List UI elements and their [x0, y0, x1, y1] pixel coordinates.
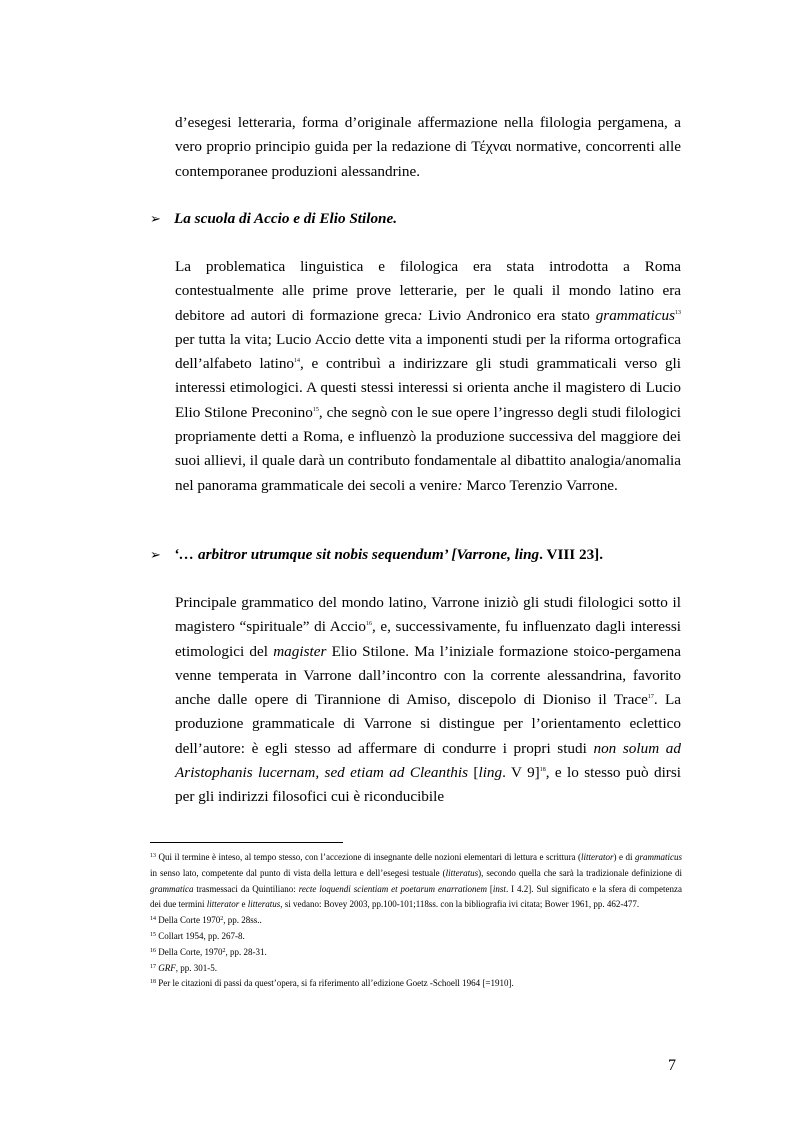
footnote-text: e [239, 899, 248, 910]
section-heading-text: La scuola di Accio e di Elio Stilone. [174, 210, 398, 227]
body-text-italic: non solum ad Aristophanis lucernam, sed etiam ad Cleanthis [175, 739, 681, 782]
footnote-text-italic: litteratus [247, 899, 281, 910]
footnote-text: , si vedano: Bovey 2003, pp.100-101;118ss. con la bibliografia ivi citata; Bower 1961, pp. 462-477. [280, 899, 640, 910]
footnote-text: trasmessaci da Quintiliano: [193, 883, 299, 894]
body-text: , che segnò con le sue opere l’ingresso degli studi filologici propriamente detti a Roma, e influenzò la produzione successiva del maggiore dei suoi allievi, il quale darà un contributo fondamentale al dibattito analogia/anomalia nel panorama grammaticale dei secoli a venire [175, 403, 681, 494]
arrow-bullet-icon: ➢ [150, 547, 161, 562]
body-text: , e, successivamente, fu influenzato dagli interessi etimologici del [175, 618, 681, 660]
footnote-text: Della Corte, 1970 [156, 946, 223, 957]
footnote-number: 17 [150, 963, 156, 970]
footnote-16 [150, 945, 682, 961]
footnote-17 [150, 961, 682, 977]
footnote-text: Della Corte 1970 [156, 915, 221, 926]
section-varrone-paragraph [175, 591, 681, 810]
section-accio-paragraph [175, 255, 681, 498]
greek-term: Τέχναι [471, 138, 512, 156]
body-text: Elio Stilone. Ma l’iniziale formazione stoico-pergamena venne temperata in Varrone dall’incontro con la corrente alessandrina, favorito anche dalle opere di Tirannione di Amiso, discepolo di Dioniso il Trace [175, 642, 682, 709]
footnote-text: ), secondo quella che sarà la tradizionale definizione di [478, 867, 682, 878]
body-text: . V 9] [502, 764, 540, 782]
body-text-italic: grammaticus [595, 306, 676, 324]
body-text-italic: magister [273, 642, 327, 660]
footnote-14 [150, 913, 682, 929]
footnote-text-italic: grammaticus [635, 852, 682, 862]
footnote-text-italic: GRF [158, 962, 176, 973]
body-text-italic: : [417, 306, 423, 324]
footnote-separator [150, 842, 343, 843]
edition-superscript: 2 [220, 916, 224, 923]
footnote-text-italic: litteratus [445, 867, 479, 878]
body-text: , e contribuì a indirizzare gli studi grammaticali verso gli interessi etimologici. A questi stessi interessi si orienta anche il magistero di Lucio Elio Stilone Preconino [175, 355, 682, 421]
footnote-text: . I 4.2]. Sul significato e la sfera di competenza dei due termini [150, 883, 682, 910]
body-text: Marco Terenzio Varrone. [462, 476, 618, 494]
footnote-ref-16[interactable]: 16 [365, 621, 372, 628]
footnote-text: in senso lato, competente dal punto di vista della lettura e dell’esegesi testuale ( [150, 867, 446, 878]
footnote-text-italic: recte loquendi scientiam et poetarum enarrationem [298, 883, 487, 894]
body-text: La problematica linguistica e filologica era stata introdotta a Roma contestualmente alle prime prove letterarie, per le quali il mondo latino era debitore ad autori di formazione greca [175, 258, 681, 324]
footnote-text: , pp. 301-5. [175, 962, 217, 973]
footnote-text-italic: grammatica [150, 883, 194, 894]
page-number: 7 [668, 1057, 676, 1074]
section-heading-text-plain: . VIII 23]. [539, 546, 604, 563]
footnote-text: [ [486, 883, 493, 894]
body-text-italic: : [457, 476, 463, 494]
edition-superscript: 2 [222, 947, 226, 954]
section-heading-accio [150, 208, 690, 230]
footnote-text: Collart 1954, pp. 267-8. [156, 930, 245, 941]
footnote-number: 13 [150, 853, 156, 859]
footnote-number: 15 [150, 931, 156, 938]
footnote-text: , pp. 28-31. [225, 946, 267, 957]
footnote-text: ) e di [613, 852, 635, 862]
footnote-text: , pp. 28ss.. [223, 915, 262, 926]
body-text: [ [468, 764, 479, 782]
body-text: Principale grammatico del mondo latino, Varrone iniziò gli studi filologici sotto il magistero “spirituale” di Accio [175, 594, 681, 636]
section-heading-varrone [150, 544, 690, 566]
body-text: per tutta la vita; Lucio Accio dette vita a imponenti studi per la riforma ortografica dell’alfabeto latino [175, 330, 681, 373]
arrow-bullet-icon: ➢ [150, 211, 161, 226]
footnote-ref-14[interactable]: 14 [294, 358, 301, 365]
body-text-italic: ling [478, 764, 503, 782]
intro-text: d’esegesi letteraria, forma d’originale affermazione nella filologia pergamena, a vero proprio principio guida per la redazione di [175, 114, 681, 156]
footnote-text-italic: litterator [206, 899, 240, 910]
body-text: Livio Andronico era stato [422, 306, 596, 324]
footnote-15 [150, 929, 682, 945]
footnote-text: Per le citazioni di passi da quest’opera, si fa riferimento all’edizione Goetz -Schoell 1964 [=1910]. [156, 978, 514, 989]
body-text: , e lo stesso può dirsi per gli indirizzi filosofici cui è riconducibile [175, 764, 681, 806]
footnote-number: 18 [150, 979, 156, 986]
footnote-ref-13[interactable]: 13 [675, 309, 682, 316]
section-heading-text: ‘… arbitror utrumque sit nobis sequendum’ [Varrone, ling [174, 546, 540, 563]
footnote-text-italic: inst [492, 883, 506, 894]
intro-paragraph [175, 111, 681, 184]
footnotes [150, 850, 682, 992]
footnote-number: 16 [150, 947, 156, 954]
body-text: . La produzione grammaticale di Varrone si distingue per l’orientamento eclettico dell’autore: è egli stesso ad affermare di condurre i propri studi [175, 691, 681, 757]
footnote-ref-18[interactable]: 18 [539, 767, 546, 774]
footnote-text: Qui il termine è inteso, al tempo stesso, con l’accezione di insegnante delle nozioni elementari di lettura e scrittura ( [156, 852, 581, 862]
footnote-number: 14 [150, 916, 156, 923]
footnote-text-italic: litterator [580, 852, 614, 862]
footnote-18 [150, 976, 682, 992]
footnote-ref-15[interactable]: 15 [312, 406, 319, 413]
intro-text-end: normative, concorrenti alle contemporanee produzioni alessandrine. [175, 138, 681, 180]
footnote-ref-17[interactable]: 17 [647, 694, 654, 701]
footnote-13 [150, 850, 682, 913]
